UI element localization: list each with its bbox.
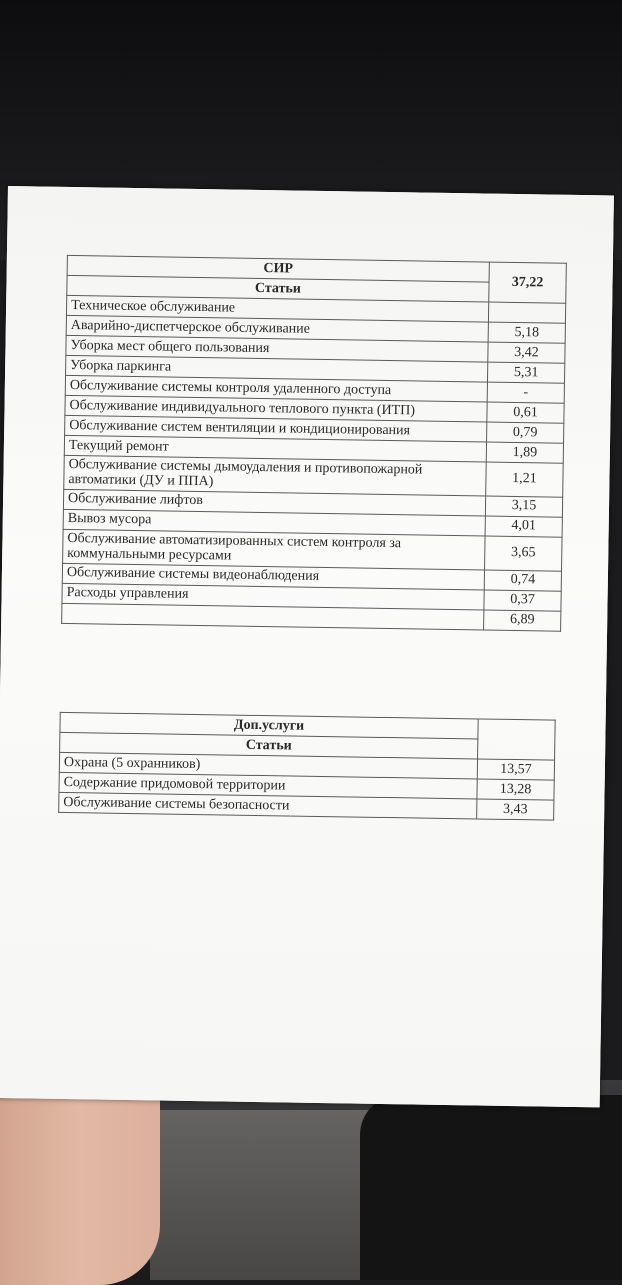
row-value: 0,37 [484,590,561,611]
row-label: Охрана (5 охранников) [59,752,477,779]
row-value: 0,74 [484,570,561,591]
row-label: Аварийно-диспетчерское обслуживание [66,315,488,342]
row-label: Обслуживание системы видеонаблюдения [62,563,484,590]
row-label: Обслуживание системы безопасности [59,792,477,819]
row-label: Обслуживание системы контроля удаленного доступа [65,375,487,402]
table-title: СИР [67,255,489,282]
total-value: 37,22 [489,262,567,303]
row-value: 3,65 [485,536,563,571]
row-label: Техническое обслуживание [66,295,488,322]
row-value: 3,42 [488,342,565,363]
row-value: 6,89 [484,610,561,631]
row-label: Расходы управления [62,583,484,610]
row-value: 3,15 [485,496,562,517]
row-label: Содержание придомовой территории [59,772,477,799]
row-value: 13,28 [477,779,554,800]
row-label: Текущий ремонт [64,435,486,462]
row-value: 0,79 [487,422,564,443]
row-label: Обслуживание автоматизированных систем контроля за коммунальными ресурсами [63,529,485,569]
row-value: 4,01 [485,516,562,537]
table-subtitle: Статьи [60,732,478,759]
row-label: Уборка мест общего пользования [66,335,488,362]
table-title: Доп.услуги [60,712,478,739]
row-value: 1,89 [486,442,563,463]
extra-services-table [58,712,556,821]
row-value: 13,57 [477,759,554,780]
row-value: 1,21 [486,462,564,497]
row-value [488,302,565,323]
row-value: 5,18 [488,322,565,343]
row-label: Обслуживание индивидуального теплового пункта (ИТП) [65,395,487,422]
row-label: Вывоз мусора [63,509,485,536]
paper-sheet [0,186,614,1107]
row-label: Обслуживание систем вентиляции и кондиционирования [65,415,487,442]
row-label: Обслуживание системы дымоудаления и противопожарной автоматики (ДУ и ППА) [64,455,486,495]
row-label: Обслуживание лифтов [63,489,485,516]
shoe-silhouette [360,1095,622,1280]
row-value: 5,31 [487,362,564,383]
services-table [61,255,567,631]
row-value: 0,61 [487,402,564,423]
header-value-empty [478,719,556,760]
row-label: Уборка паркинга [66,355,488,382]
row-value: - [487,382,564,403]
table-subtitle: Статьи [67,275,489,302]
row-value: 3,43 [477,799,554,820]
